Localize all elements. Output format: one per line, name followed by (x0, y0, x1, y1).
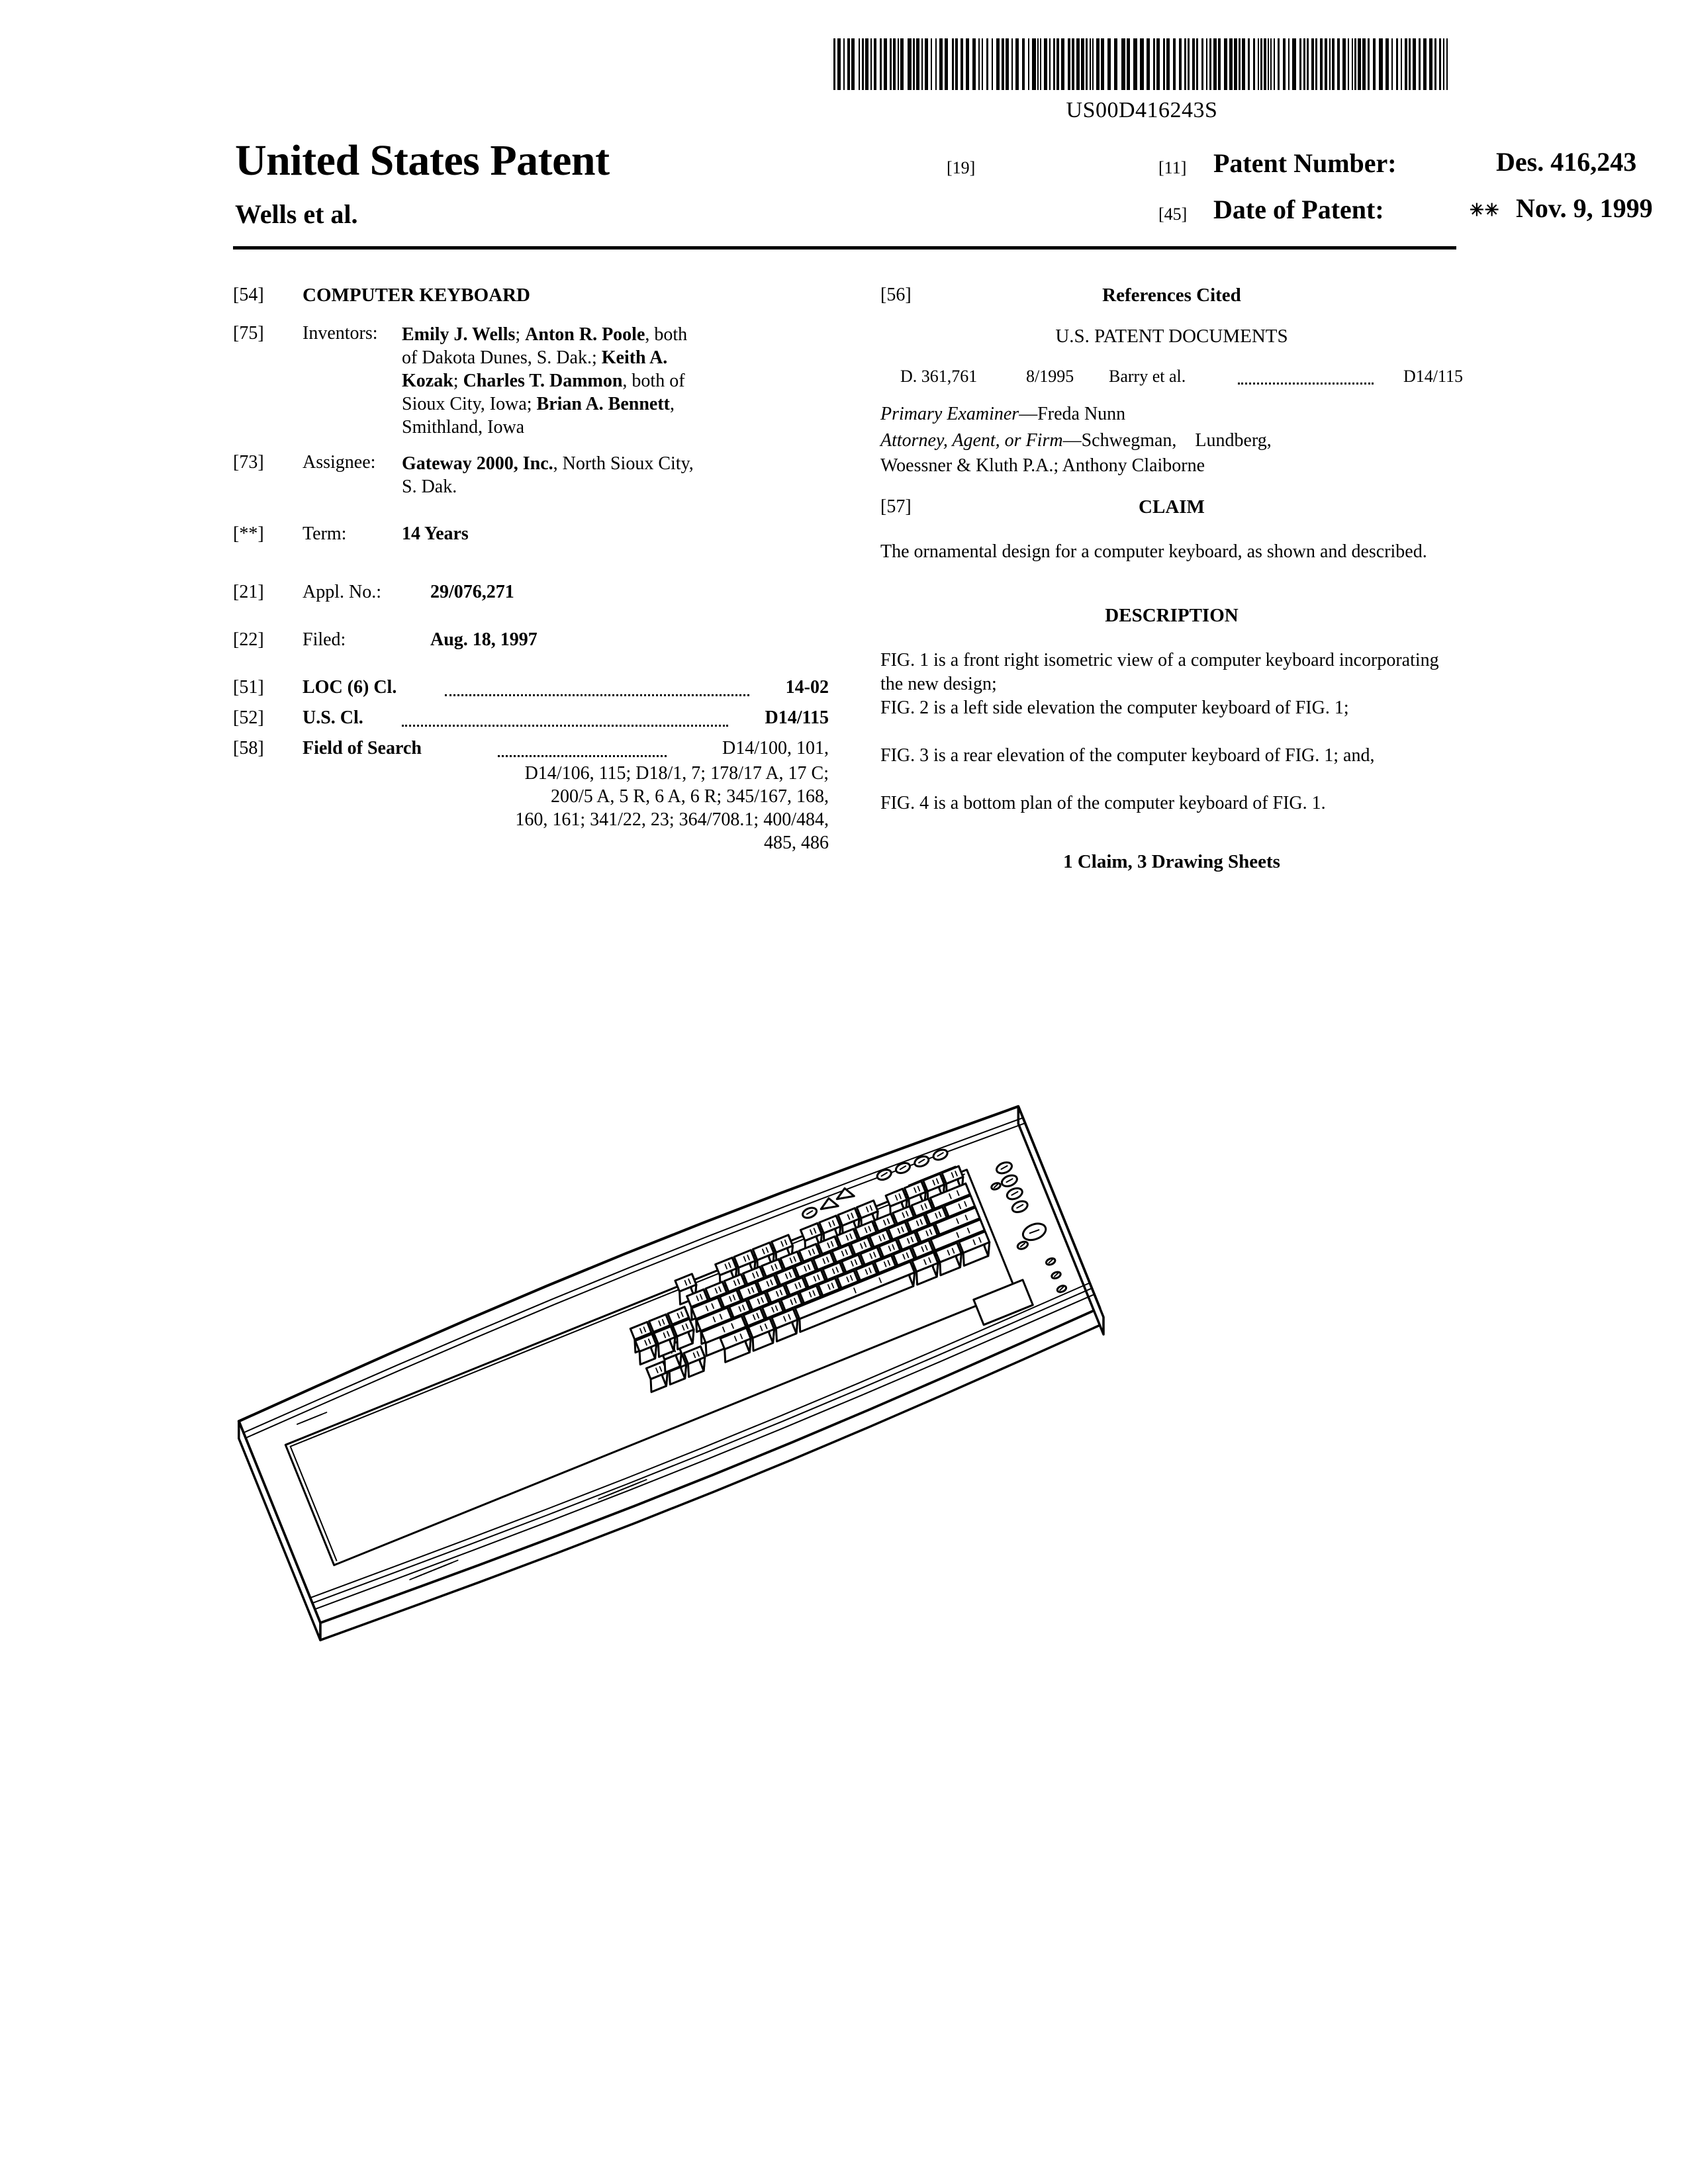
appl-no-label: Appl. No.: (303, 582, 381, 602)
figure-description: FIG. 1 is a front right isometric view of a computer keyboard incorporating the new design; (880, 650, 1439, 694)
inventors-label: Inventors: (303, 323, 378, 343)
field-term (233, 523, 829, 582)
us-class-leader (402, 725, 728, 727)
filed-value: Aug. 18, 1997 (430, 629, 538, 650)
reference-name: Barry et al. (1109, 367, 1186, 386)
inventors-value: Emily J. Wells; Anton R. Poole, both of Dakota Dunes, S. Dak.; Keith A. Kozak; Charles T. Dammon, both of Sioux City, Iowa; Brian A. Bennett, Smithland, Iowa (402, 324, 688, 437)
figure-description: FIG. 4 is a bottom plan of the computer keyboard of FIG. 1. (880, 793, 1326, 813)
inid-11: [11] (1158, 158, 1187, 177)
loc-class-value: 14-02 (785, 677, 829, 698)
appl-no-value: 29/076,271 (430, 582, 514, 602)
reference-leader (1238, 383, 1374, 385)
field-appl-no-code: [21] (233, 582, 264, 602)
us-class-label: U.S. Cl. (303, 707, 363, 728)
field-of-search-code: [58] (233, 738, 264, 758)
assignee-value: Gateway 2000, Inc., North Sioux City, S. Dak. (402, 453, 694, 497)
barcode (831, 38, 1453, 93)
attorney-line-1 (880, 430, 1463, 455)
bibliographic-column (233, 285, 829, 857)
inid-19: [19] (947, 158, 976, 177)
invention-title: COMPUTER KEYBOARD (303, 285, 530, 306)
masthead (235, 136, 1653, 245)
field-filed-code: [22] (233, 629, 264, 650)
reference-classification: D14/115 (1403, 367, 1463, 386)
field-inventors (233, 323, 829, 452)
claim-heading: CLAIM (1139, 496, 1205, 518)
abstract-column (880, 285, 1463, 873)
figure-1-keyboard-drawing (152, 927, 1542, 1787)
reference-patent-number: D. 361,761 (900, 367, 978, 386)
loc-class-leader (445, 694, 749, 696)
field-of-search-leader (498, 755, 667, 757)
primary-examiner-label: Primary Examiner (880, 404, 1019, 424)
field-assignee (233, 452, 829, 523)
field-inventors-code: [75] (233, 323, 264, 343)
description-heading: DESCRIPTION (1105, 605, 1239, 626)
term-label: Term: (303, 523, 347, 544)
field-references (880, 285, 1463, 326)
field-term-code: [**] (233, 523, 264, 544)
field-loc-class-code: [51] (233, 677, 264, 698)
attorney-line-2: Woessner & Kluth P.A.; Anthony Claiborne (880, 455, 1205, 476)
page-title: United States Patent (235, 136, 610, 185)
applicant-line: Wells et al. (235, 199, 358, 229)
field-filed (233, 629, 829, 677)
loc-class-label: LOC (6) Cl. (303, 677, 397, 698)
field-appl-no (233, 582, 829, 629)
date-of-patent-value: Nov. 9, 1999 (1516, 193, 1653, 223)
references-subheading-wrap (880, 326, 1463, 367)
primary-examiner-value: —Freda Nunn (1019, 404, 1126, 424)
reference-date: 8/1995 (1026, 367, 1074, 386)
figure-description: FIG. 3 is a rear elevation of the computer keyboard of FIG. 1; and, (880, 745, 1375, 766)
field-loc-class (233, 677, 829, 707)
patent-number-label: Patent Number: (1213, 148, 1397, 178)
sheet-count: 1 Claim, 3 Drawing Sheets (1063, 851, 1280, 872)
field-claim (880, 496, 1463, 540)
assignee-label: Assignee: (303, 452, 376, 473)
fos-line: 485, 486 (764, 833, 829, 853)
references-subheading: U.S. PATENT DOCUMENTS (1055, 326, 1288, 347)
inid-45: [45] (1158, 205, 1188, 224)
field-title (233, 285, 829, 323)
field-references-code: [56] (880, 285, 912, 305)
primary-examiner-line (880, 404, 1463, 430)
field-title-code: [54] (233, 285, 264, 305)
patent-number-value: Des. 416,243 (1496, 147, 1637, 177)
field-claim-code: [57] (880, 496, 912, 517)
us-class-value: D14/115 (765, 707, 829, 728)
field-assignee-code: [73] (233, 452, 264, 473)
barcode-number: US00D416243S (1066, 98, 1218, 122)
attorney-label: Attorney, Agent, or Firm (880, 430, 1063, 451)
field-of-search-continuation (233, 762, 829, 854)
claim-text: The ornamental design for a computer keyboard, as shown and described. (880, 541, 1427, 562)
field-of-search (233, 738, 829, 857)
references-heading: References Cited (1102, 285, 1241, 306)
term-value: 14 Years (402, 523, 469, 544)
fos-line: 200/5 A, 5 R, 6 A, 6 R; 345/167, 168, (550, 786, 829, 807)
header-divider (233, 246, 1456, 250)
field-us-class-code: [52] (233, 707, 264, 728)
attorney-value-1: —Schwegman, Lundberg, (1062, 430, 1272, 451)
fos-line: D14/106, 115; D18/1, 7; 178/17 A, 17 C; (524, 763, 829, 784)
figure-description: FIG. 2 is a left side elevation the computer keyboard of FIG. 1; (880, 698, 1349, 718)
date-of-patent-label: Date of Patent: (1213, 195, 1384, 224)
table-row (880, 367, 1463, 404)
field-of-search-first-line: D14/100, 101, (722, 738, 829, 758)
term-extension-stars-icon: ✳✳ (1470, 201, 1500, 220)
filed-label: Filed: (303, 629, 346, 650)
field-us-class (233, 707, 829, 738)
fos-line: 160, 161; 341/22, 23; 364/708.1; 400/484, (515, 809, 829, 830)
field-of-search-label: Field of Search (303, 738, 422, 758)
